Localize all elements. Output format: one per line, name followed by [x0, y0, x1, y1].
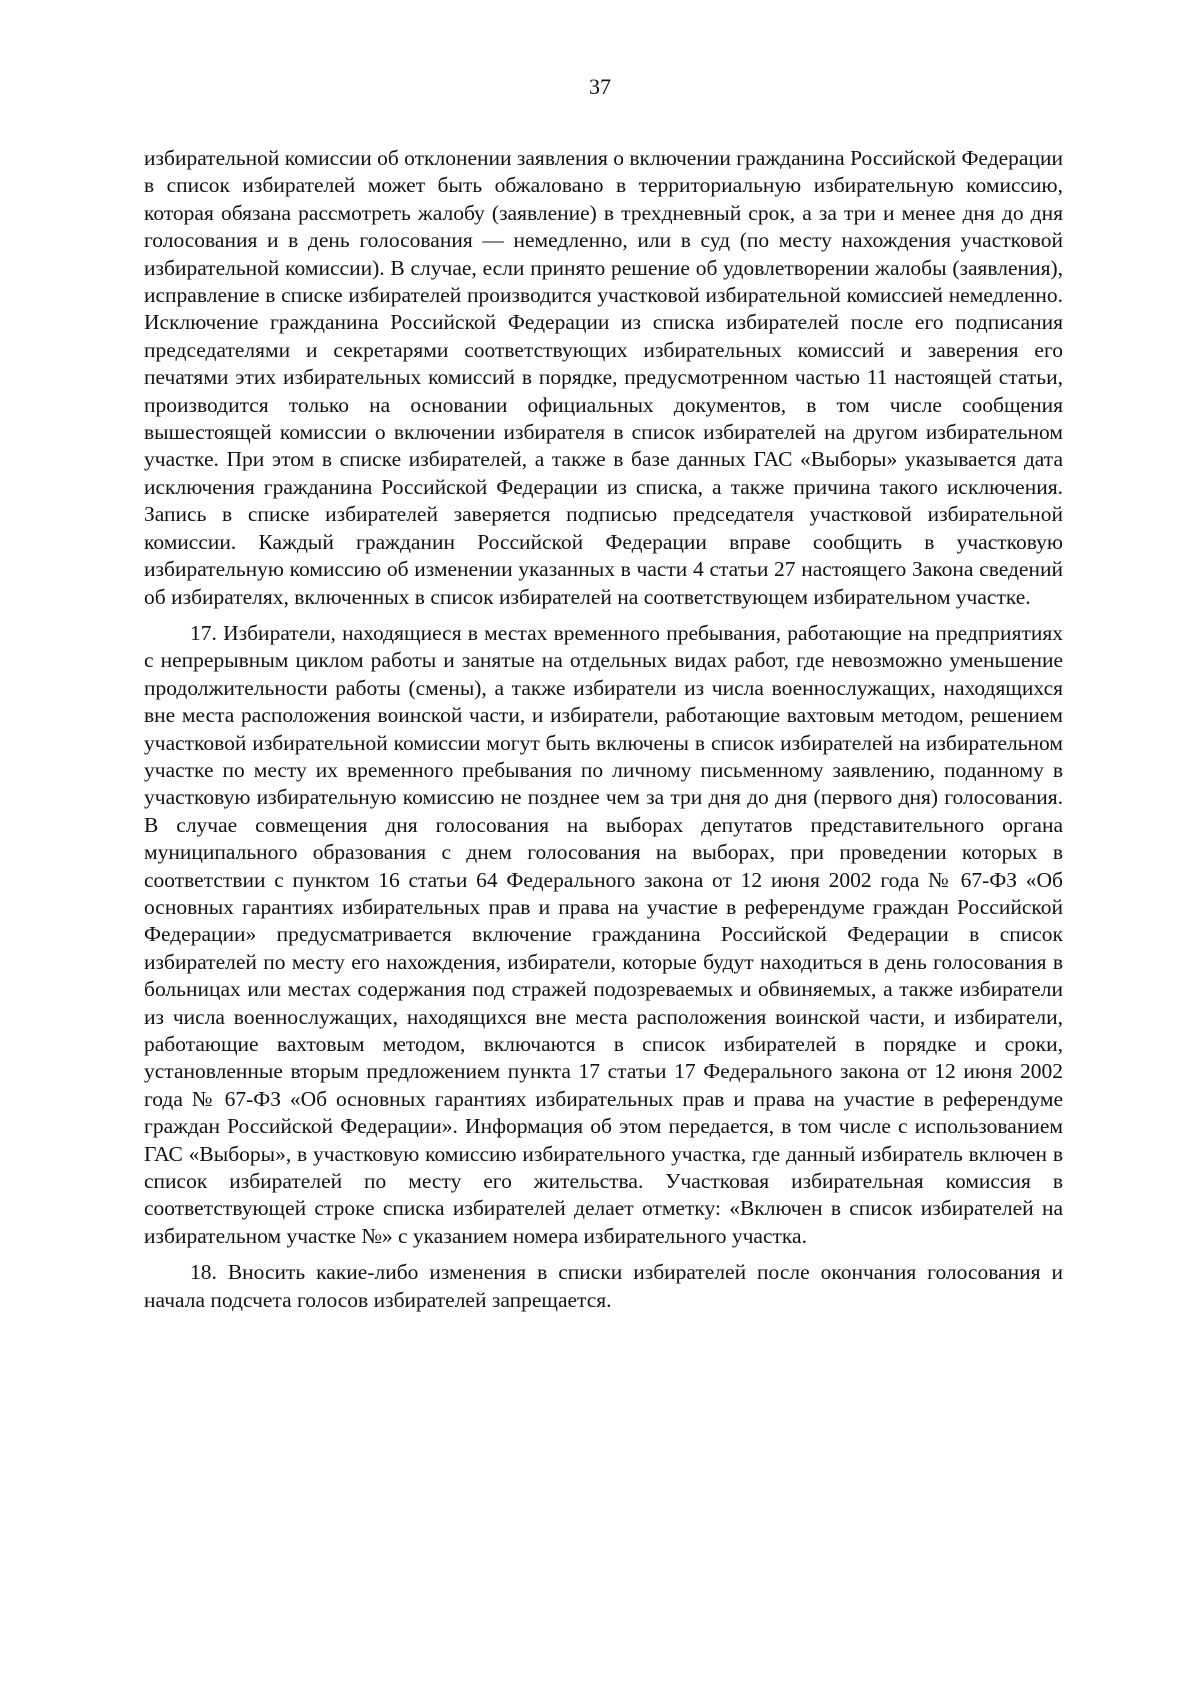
paragraph-item-18: 18. Вносить какие-либо изменения в списки избирателей после окончания голосования и начала подсчета голосов избирателей запрещается. — [144, 1260, 1063, 1312]
paragraph-continuation: избирательной комиссии об отклонении заявления о включении гражданина Российской Федерации в список избирателей может быть обжаловано в территориальную избирательную комиссию, которая обязана рассмотреть жалобу (заявление) в трехдневный срок, а за три и менее дня до дня голосования и в день голосования — немедленно, или в суд (по месту нахождения участковой избирательной комиссии). В случае, если принято решение об удовлетворении жалобы (заявления), исправление в списке избирателей производится участковой избирательной комиссией немедленно. Исключение гражданина Российской Федерации из списка избирателей после его подписания председателями и секретарями соответствующих избирательных комиссий и заверения его печатями этих избирательных комиссий в порядке, предусмотренном частью 11 настоящей статьи, производится только на основании официальных документов, в том числе сообщения вышестоящей комиссии о включении избирателя в список избирателей на другом избирательном участке. При этом в списке избирателей, а также в базе данных ГАС «Выборы» указывается дата исключения гражданина Российской Федерации из списка, а также причина такого исключения. Запись в списке избирателей заверяется подписью председателя участковой избирательной комиссии. Каждый гражданин Российской Федерации вправе сообщить в участковую избирательную комиссию об изменении указанных в части 4 статьи 27 настоящего Закона сведений об избирателях, включенных в список избирателей на соответствующем избирательном участке. — [144, 146, 1063, 609]
document-body — [144, 145, 1063, 1323]
paragraph-item-17: 17. Избиратели, находящиеся в местах временного пребывания, работающие на предприятиях с непрерывным циклом работы и занятые на отдельных видах работ, где невозможно уменьшение продолжительности работы (смены), а также избиратели из числа военнослужащих, находящихся вне места расположения воинской части, и избиратели, работающие вахтовым методом, решением участковой избирательной комиссии могут быть включены в список избирателей на избирательном участке по месту их временного пребывания по личному письменному заявлению, поданному в участковую избирательную комиссию не позднее чем за три дня до дня (первого дня) голосования. В случае совмещения дня голосования на выборах депутатов представительного органа муниципального образования с днем голосования на выборах, при проведении которых в соответствии с пунктом 16 статьи 64 Федерального закона от 12 июня 2002 года № 67-ФЗ «Об основных гарантиях избирательных прав и права на участие в референдуме граждан Российской Федерации» предусматривается включение гражданина Российской Федерации в список избирателей по месту его нахождения, избиратели, которые будут находиться в день голосования в больницах или местах содержания под стражей подозреваемых и обвиняемых, а также избиратели из числа военнослужащих, находящихся вне места расположения воинской части, и избиратели, работающие вахтовым методом, включаются в список избирателей в порядке и сроки, установленные вторым предложением пункта 17 статьи 17 Федерального закона от 12 июня 2002 года № 67-ФЗ «Об основных гарантиях избирательных прав и права на участие в референдуме граждан Российской Федерации». Информация об этом передается, в том числе с использованием ГАС «Выборы», в участковую комиссию избирательного участка, где данный избиратель включен в список избирателей по месту его жительства. Участковая избирательная комиссия в соответствующей строке списка избирателей делает отметку: «Включен в список избирателей на избирательном участке №» с указанием номера избирательного участка. — [144, 620, 1063, 1248]
page-number: 37 — [589, 74, 611, 99]
